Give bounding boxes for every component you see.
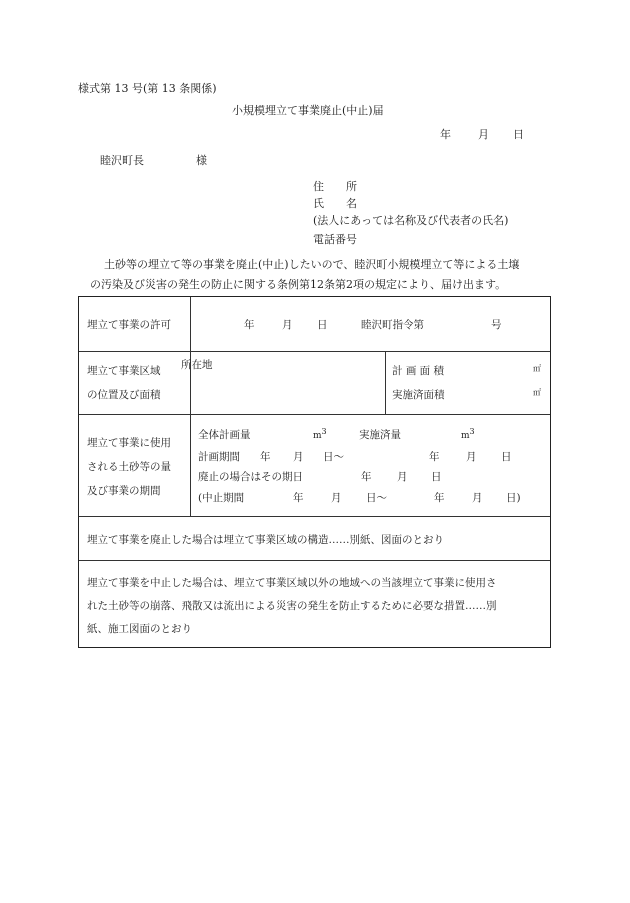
actual-area-label: 実施済面積: [392, 389, 445, 401]
permit-month: 月: [282, 319, 293, 331]
total-plan-label: 全体計画量: [198, 429, 251, 441]
row-divider: [79, 414, 550, 415]
actual-volume-label: 実施済量: [359, 429, 401, 441]
permit-designation: 睦沢町指令第: [361, 319, 424, 331]
row-divider: [79, 560, 550, 561]
suspend-start-year: 年: [293, 492, 304, 504]
suspend-end-day: 日): [506, 492, 521, 504]
location-label-line-1: 埋立て事業区域: [87, 365, 161, 377]
abolish-day: 日: [431, 471, 442, 483]
date-month: 月: [478, 128, 489, 141]
phone-label: 電話番号: [313, 233, 357, 246]
plan-start-month: 月: [293, 451, 304, 463]
plan-period-label: 計画期間: [198, 451, 240, 463]
planned-area-unit: ㎡: [533, 364, 541, 373]
suspend-period-label: (中止期間: [198, 492, 245, 504]
document-title: 小規模埋立て事業廃止(中止)届: [232, 104, 384, 117]
notification-table: [78, 296, 551, 648]
suspend-measures-line-1: 埋立て事業を中止した場合は、埋立て事業区域以外の地域への当該埋立て事業に使用さ: [87, 577, 497, 589]
row-divider: [79, 516, 550, 517]
suspend-measures-line-2: れた土砂等の崩落、飛散又は流出による災害の発生を防止するために必要な措置……別: [87, 600, 497, 612]
volume-label-line-3: 及び事業の期間: [87, 485, 161, 497]
name-label: 氏 名: [313, 197, 357, 210]
plan-start-day: 日～: [323, 451, 344, 463]
plan-start-year: 年: [260, 451, 271, 463]
volume-label-line-1: 埋立て事業に使用: [87, 437, 171, 449]
addressee-name: 睦沢町長: [100, 154, 144, 167]
suspend-start-day: 日～: [366, 492, 387, 504]
form-number: 様式第 13 号(第 13 条関係): [78, 82, 217, 95]
volume-label-line-2: される土砂等の量: [87, 461, 171, 473]
suspend-start-month: 月: [331, 492, 342, 504]
plan-end-month: 月: [466, 451, 477, 463]
permit-year: 年: [244, 319, 255, 331]
plan-end-day: 日: [501, 451, 512, 463]
addressee-honorific: 様: [196, 154, 207, 167]
planned-area-label: 計 画 面 積: [392, 365, 445, 377]
abolish-month: 月: [397, 471, 408, 483]
plan-end-year: 年: [429, 451, 440, 463]
permit-day: 日: [317, 319, 328, 331]
location-field-label: 所在地: [181, 359, 213, 371]
permit-label: 埋立て事業の許可: [87, 319, 171, 331]
date-year: 年: [440, 128, 451, 141]
actual-area-unit: ㎡: [533, 388, 541, 397]
date-day: 日: [513, 128, 524, 141]
suspend-measures-line-3: 紙、施工図面のとおり: [87, 623, 192, 635]
corporate-note: (法人にあっては名称及び代表者の氏名): [313, 214, 509, 227]
abolish-date-label: 廃止の場合はその期日: [198, 471, 303, 483]
abolish-year: 年: [361, 471, 372, 483]
actual-volume-unit: m3: [461, 427, 475, 441]
abolish-structure-text: 埋立て事業を廃止した場合は埋立て事業区域の構造……別紙、図面のとおり: [87, 534, 444, 546]
suspend-end-year: 年: [434, 492, 445, 504]
area-divider: [385, 351, 386, 414]
address-label: 住 所: [313, 180, 357, 193]
total-plan-unit: m3: [313, 427, 327, 441]
column-divider: [190, 297, 191, 516]
suspend-end-month: 月: [472, 492, 483, 504]
location-label-line-2: の位置及び面積: [87, 389, 161, 401]
intro-line-1: 土砂等の埋立て等の事業を廃止(中止)したいので、睦沢町小規模埋立て等による土壌: [104, 258, 520, 271]
permit-number-suffix: 号: [491, 319, 502, 331]
intro-line-2: の汚染及び災害の発生の防止に関する条例第12条第2項の規定により、届け出ます。: [90, 278, 507, 291]
row-divider: [79, 351, 550, 352]
